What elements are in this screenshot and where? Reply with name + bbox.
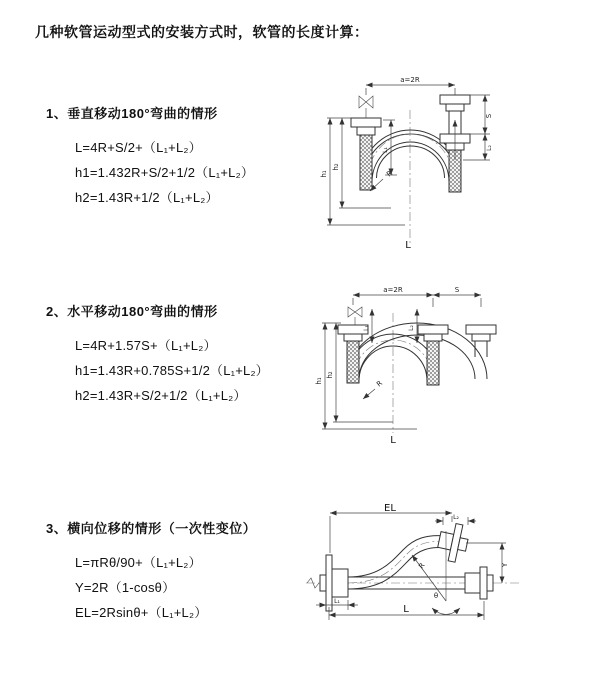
middle-fitting — [418, 325, 448, 385]
dim-l1 — [316, 598, 358, 610]
dim-s-label: S — [485, 113, 493, 119]
radius-label: R — [417, 561, 427, 571]
radius-label: R — [375, 379, 385, 389]
formula-h1: h1=1.432R+S/2+1/2（L₁+L₂） — [75, 165, 255, 180]
section-3 — [46, 518, 256, 625]
dim-h2-label: h₂ — [332, 163, 340, 171]
diagram-vertical-travel-svg — [313, 72, 508, 262]
dim-l1-label: L₁ — [382, 147, 389, 153]
dim-l1-label: L₁ — [363, 325, 370, 331]
dim-s-label: S — [454, 286, 460, 294]
dim-y-label: Y — [501, 562, 509, 568]
formula-h1: h1=1.43R+0.785S+1/2（L₁+L₂） — [75, 363, 269, 378]
section-1-heading: 1、垂直移动180°弯曲的情形 — [46, 106, 218, 121]
right-fitting-moved — [466, 325, 496, 357]
dim-length-label: L — [403, 604, 409, 615]
right-flange-original — [465, 567, 493, 599]
section-2-heading: 2、水平移动180°弯曲的情形 — [46, 304, 218, 319]
theta-label: θ — [433, 592, 439, 600]
dim-l1 — [382, 120, 397, 175]
diagram-vertical-travel — [313, 72, 508, 267]
dim-span — [366, 76, 455, 95]
dim-h2-label: h₂ — [326, 371, 334, 379]
formula-length: L=4R+S/2+（L₁+L₂） — [75, 140, 202, 155]
radius-label: R — [385, 169, 395, 179]
dim-l2 — [435, 514, 476, 525]
section-1 — [46, 103, 254, 210]
length-label: L — [390, 435, 396, 446]
diagram-horizontal-travel — [313, 283, 518, 458]
right-flange-displaced — [435, 521, 470, 564]
diagram-horizontal-travel-svg — [313, 283, 518, 453]
dim-s-l2 — [463, 95, 493, 160]
dim-span — [353, 286, 481, 307]
dim-span-label: a=2R — [400, 76, 420, 84]
dim-heights — [315, 323, 417, 429]
diagram-lateral-displacement-svg — [300, 503, 525, 643]
dim-span-label: a=2R — [383, 286, 403, 294]
s-curve-hose — [348, 536, 447, 589]
formula-y: Y=2R（1-cosθ） — [75, 580, 176, 595]
dim-h1-label: h₁ — [320, 170, 328, 178]
dim-el — [330, 503, 452, 553]
radius-callout — [370, 169, 394, 191]
formula-h2: h2=1.43R+1/2（L₁+L₂） — [75, 190, 219, 205]
dim-l1-label: L₁ — [334, 598, 340, 605]
section-2 — [46, 301, 269, 408]
section-3-heading: 3、横向位移的情形（一次性变位） — [46, 521, 257, 536]
dim-fittings — [363, 309, 417, 343]
formula-length: L=4R+1.57S+（L₁+L₂） — [75, 338, 217, 353]
formula-el: EL=2Rsinθ+（L₁+L₂） — [75, 605, 208, 620]
dim-l2-label: L₂ — [486, 145, 493, 151]
formula-h2: h2=1.43R+S/2+1/2（L₁+L₂） — [75, 388, 247, 403]
dim-l2-label: L₂ — [453, 514, 459, 521]
page-title: 几种软管运动型式的安装方式时，软管的长度计算： — [35, 24, 369, 40]
valve-icon — [359, 96, 373, 118]
dim-l2-label: L₂ — [408, 325, 415, 331]
left-fitting — [351, 118, 381, 190]
formula-length: L=πRθ/90+（L₁+L₂） — [75, 555, 202, 570]
valve-icon — [348, 307, 362, 325]
radius-callout — [363, 379, 384, 399]
left-fitting — [338, 325, 368, 383]
diagram-lateral-displacement — [300, 503, 525, 648]
dim-el-label: EL — [384, 503, 396, 514]
dim-h1-label: h₁ — [315, 377, 323, 385]
length-label: L — [405, 240, 411, 251]
dim-length — [329, 601, 484, 620]
